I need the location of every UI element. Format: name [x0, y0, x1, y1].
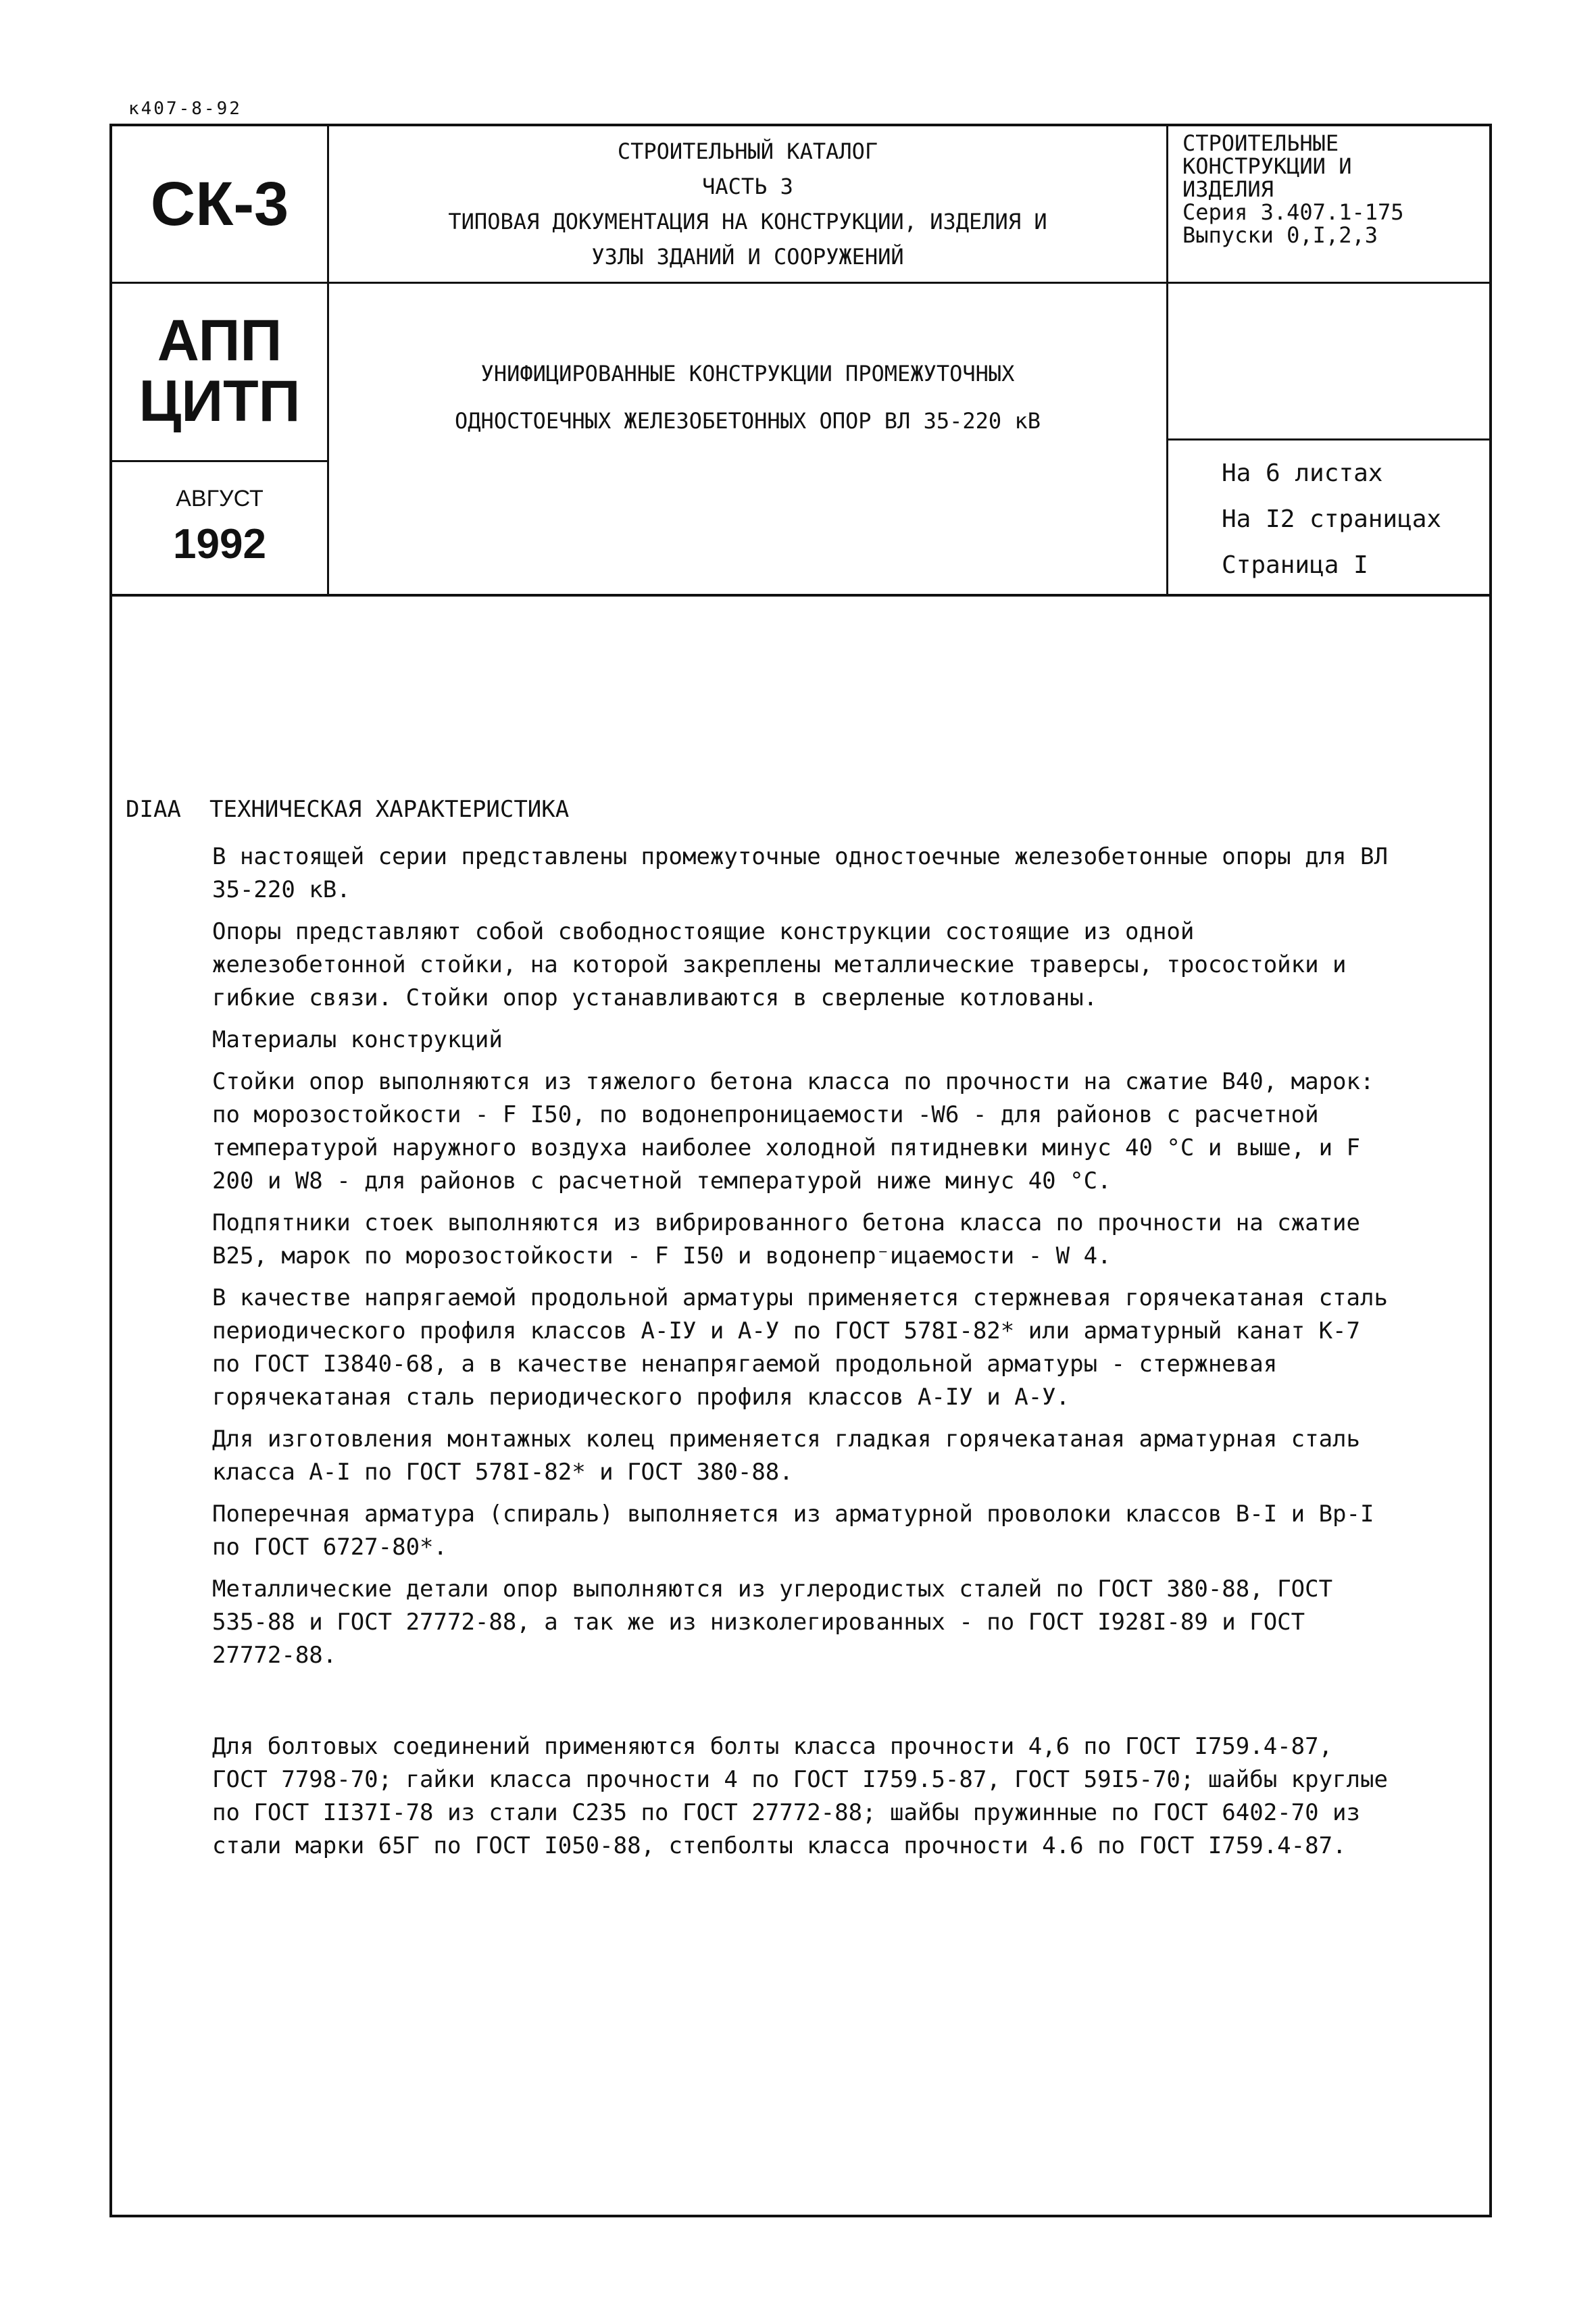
paragraph: Для изготовления монтажных колец применяется гладкая горячекатаная арматурная сталь класса А-I по ГОСТ 578I-82* и ГОСТ 380-88. [212, 1426, 1360, 1486]
paragraph: Для болтовых соединений применяются болты класса прочности 4,6 по ГОСТ I759.4-87, ГОСТ 7798-70; гайки класса прочности 4 по ГОСТ I759.5-87, ГОСТ 59I5-70; шайбы круглые по ГОСТ II37I-78 из стали С235 по ГОСТ 27772-88; шайбы пружинные по ГОСТ 6402-70 из стали марки 65Г по ГОСТ I050-88, степболты класса прочности 4.6 по ГОСТ I759.4-87. [212, 1733, 1388, 1859]
org-citp: ЦИТП [139, 369, 301, 434]
body-text [212, 840, 1401, 1871]
series-line-3: ИЗДЕЛИЯ [1182, 176, 1274, 202]
paragraph: Опоры представляют собой свободностоящие конструкции состоящие из одной железобетонной стойки, на которой закреплены металлические траверсы, тросостойки и гибкие связи. Стойки опор устанавливаются в сверленые котлованы. [212, 918, 1347, 1011]
issue-year: 1992 [173, 521, 266, 568]
series-line-2: КОНСТРУКЦИИ И [1182, 153, 1352, 179]
catalog-title [329, 126, 1166, 282]
stamp-bottom-line [112, 594, 1489, 597]
document-title [329, 284, 1166, 594]
stamp-divider [1166, 126, 1168, 594]
paragraph: В качестве напрягаемой продольной арматуры применяется стержневая горячекатаная сталь периодического профиля классов А-IУ и А-У по ГОСТ 578I-82* или арматурный канат К-7 по ГОСТ I3840-68, а в качестве ненапрягаемой продольной арматуры - стержневая горячекатаная сталь периодического профиля классов А-IУ и А-У. [212, 1284, 1388, 1411]
catalog-line-2: ЧАСТЬ 3 [702, 174, 793, 199]
series-line-4: Серия 3.407.1-175 [1182, 199, 1404, 225]
series-info [1182, 132, 1487, 282]
sheet-count: На 6 листах [1222, 459, 1383, 487]
issue-date [112, 460, 327, 594]
issue-month: АВГУСТ [176, 486, 264, 511]
page-count: На I2 страницах [1222, 505, 1442, 533]
paragraph: Стойки опор выполняются из тяжелого бетона класса по прочности на сжатие В40, марок: по морозостойкости - F I50, по водонепроницаемости -W6 - для районов с расчетной температурой наружного воздуха наиболее холодной пятидневки минус 40 °С и выше, и F 200 и W8 - для районов с расчетной температурой ниже минус 40 °С. [212, 1068, 1374, 1194]
paragraph: Металлические детали опор выполняются из углеродистых сталей по ГОСТ 380-88, ГОСТ 535-88 и ГОСТ 27772-88, а так же из низколегированных - по ГОСТ I928I-89 и ГОСТ 27772-88. [212, 1576, 1333, 1669]
catalog-line-4: УЗЛЫ ЗДАНИЙ И СООРУЖЕНИЙ [591, 244, 904, 270]
title-line-2: ОДНОСТОЕЧНЫХ ЖЕЛЕЗОБЕТОННЫХ ОПОР ВЛ 35-220 кВ [455, 408, 1041, 434]
paragraph: Подпятники стоек выполняются из вибрированного бетона класса по прочности на сжатие В25, марок по морозостойкости - F I50 и водонепр⁻ицаемости - W 4. [212, 1209, 1360, 1269]
series-line-5: Выпуски 0,I,2,3 [1182, 222, 1378, 248]
page-number: Страница I [1222, 551, 1368, 579]
subheading: Материалы конструкций [212, 1026, 503, 1053]
document-code: к407-8-92 [128, 99, 242, 119]
paragraph: Поперечная арматура (спираль) выполняется из арматурной проволоки классов В-I и Вр-I по ГОСТ 6727-80*. [212, 1501, 1374, 1561]
stamp-divider [1166, 438, 1489, 441]
catalog-line-1: СТРОИТЕЛЬНЫЙ КАТАЛОГ [617, 139, 878, 164]
section-code: DIAA [126, 796, 181, 823]
paragraph: В настоящей серии представлены промежуточные одностоечные железобетонные опоры для ВЛ 35-220 кВ. [212, 843, 1388, 903]
section-title: ТЕХНИЧЕСКАЯ ХАРАКТЕРИСТИКА [209, 796, 570, 823]
org-name [112, 282, 327, 460]
title-line-1: УНИФИЦИРОВАННЫЕ КОНСТРУКЦИИ ПРОМЕЖУТОЧНЫХ [480, 361, 1015, 386]
sheet-info [1222, 451, 1487, 593]
org-app: АПП [157, 307, 282, 373]
catalog-line-3: ТИПОВАЯ ДОКУМЕНТАЦИЯ НА КОНСТРУКЦИИ, ИЗДЕЛИЯ И [448, 209, 1047, 234]
org-code: СК-3 [150, 169, 289, 238]
series-line-1: СТРОИТЕЛЬНЫЕ [1182, 130, 1339, 156]
